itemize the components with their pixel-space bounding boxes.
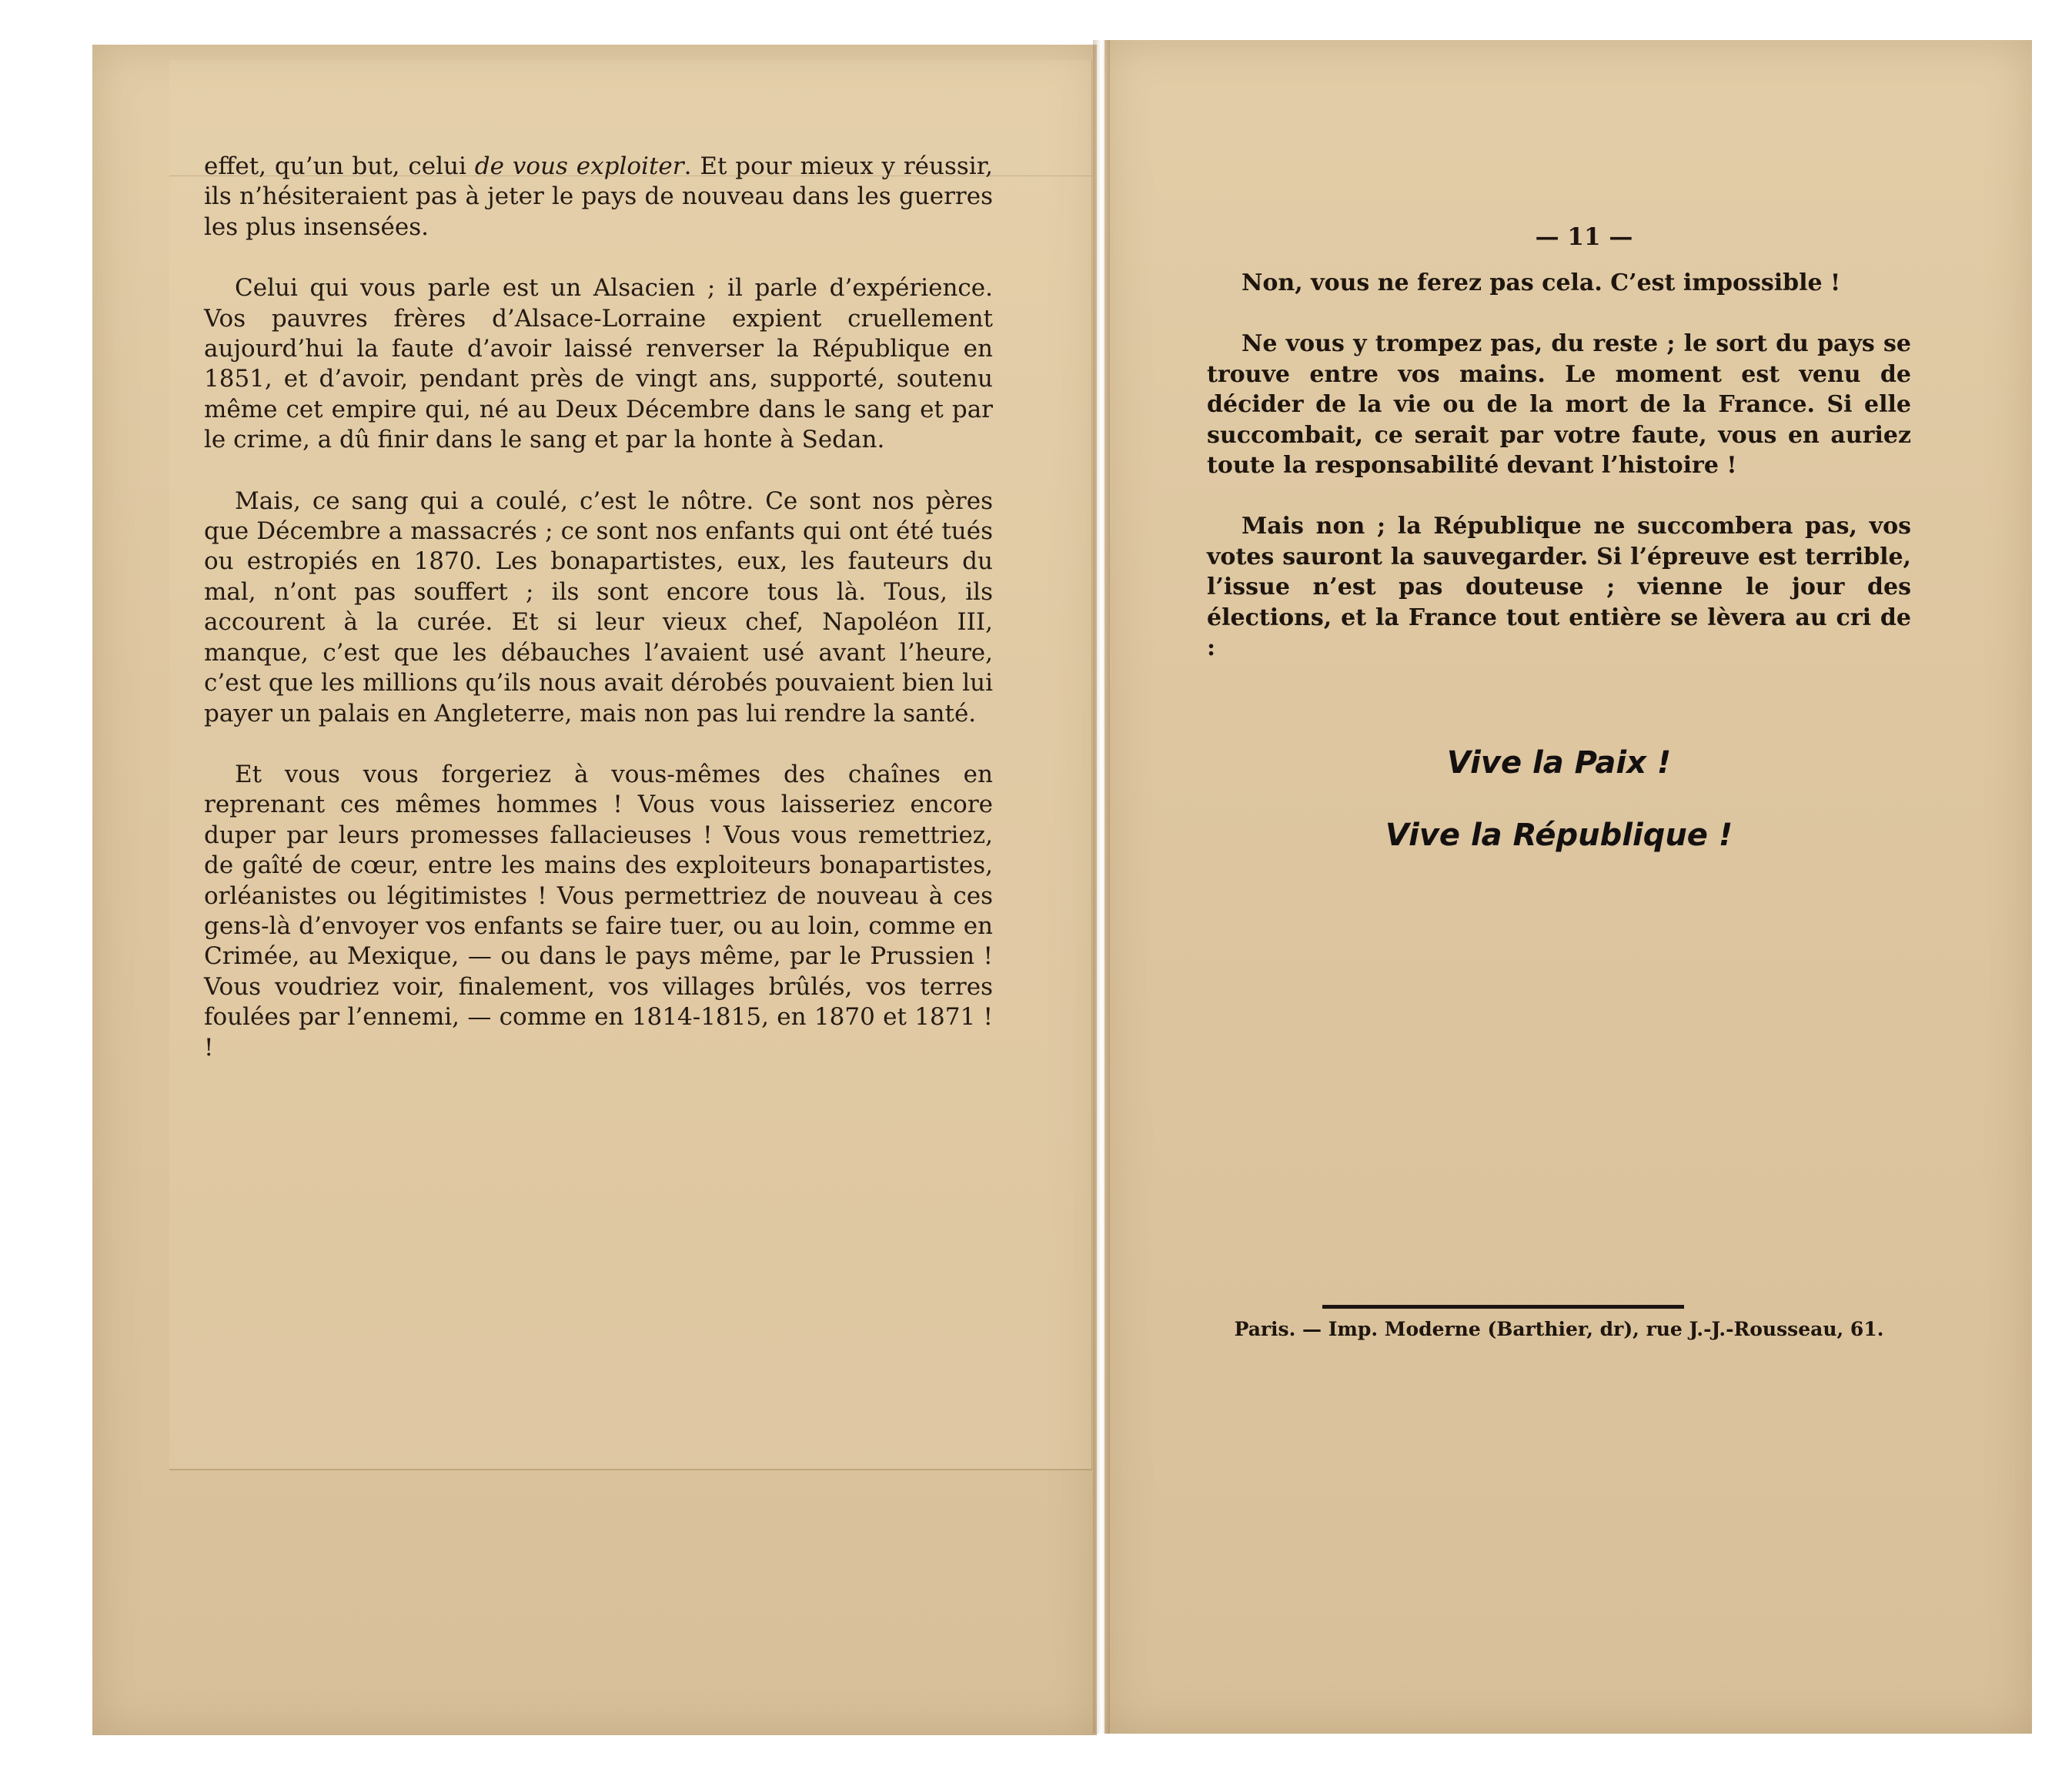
- right-paragraph-3: Mais non ; la République ne succombera pas, vos votes sauront la sauvegarder. Si l’épreuve est terrible, l’issue n’est pas douteuse ; vienne le jour des élections, et la France tout entière se lèvera au cri de :: [1207, 513, 1911, 662]
- imprint-line: Paris. — Imp. Moderne (Barthier, dr), rue J.-J.-Rousseau, 61.: [1234, 1318, 1884, 1340]
- right-paragraph-2: Ne vous y trompez pas, du reste ; le sort du pays se trouve entre vos mains. Le moment est venu de décider de la vie ou de la mort de la France. Si elle succombait, ce serait par votre faute, vous en auriez toute la responsabilité devant l’histoire !: [1207, 330, 1911, 480]
- imprint-rule: [1322, 1305, 1684, 1309]
- center-fold: [1093, 40, 1110, 1734]
- left-paragraph-4: Et vous vous forgeriez à vous-mêmes des chaînes en reprenant ces mêmes hommes ! Vous vous laisseriez encore duper par leurs promesses fallacieuses ! Vous vous remettriez, de gaîté de cœur, entre les mains des exploiteurs bonapartistes, orléanistes ou légitimistes ! Vous permettriez de nouveau à ces gens-là d’envoyer vos enfants se faire tuer, ou au loin, comme en Crimée, au Mexique, — ou dans le pays même, par le Prussien ! Vous voudriez voir, finalement, vos villages brûlés, vos terres foulées par l’ennemi, — comme en 1814-1815, en 1870 et 1871 ! !: [204, 760, 993, 1062]
- slogan-republic: Vive la République !: [1385, 818, 1733, 853]
- slogan-peace: Vive la Paix !: [1446, 745, 1672, 781]
- left-paragraph-2: Celui qui vous parle est un Alsacien ; il parle d’expérience. Vos pauvres frères d’Alsace-Lorraine expient cruellement aujourd’hui la faute d’avoir laissé renverser la République en 1851, et d’avoir, pendant près de vingt ans, supporté, soutenu même cet empire qui, né au Deux Décembre dans le sang et par le crime, a dû finir dans le sang et par la honte à Sedan.: [204, 274, 993, 454]
- right-page-body: [1207, 268, 1911, 694]
- left-paragraph-3: Mais, ce sang qui a coulé, c’est le nôtre. Ce sont nos pères que Décembre a massacrés ; ce sont nos enfants qui ont été tués ou estropiés en 1870. Les bonapartistes, eux, les fauteurs du mal, n’ont pas souffert ; ils sont encore tous là. Tous, ils accourent à la curée. Et si leur vieux chef, Napoléon III, manque, c’est que les débauches l’avaient usé avant l’heure, c’est que les millions qu’ils nous avait dérobés pouvaient bien lui payer un palais en Angleterre, mais non pas lui rendre la santé.: [204, 487, 993, 727]
- right-paragraph-1: Non, vous ne ferez pas cela. C’est impossible !: [1242, 269, 1841, 296]
- left-page-body: [204, 152, 993, 1094]
- page-number: — 11 —: [1535, 223, 1633, 251]
- left-paragraph-1: effet, qu’un but, celui de vous exploiter. Et pour mieux y réussir, ils n’hésiteraient pas à jeter le pays de nouveau dans les guerres les plus insensées.: [204, 152, 993, 241]
